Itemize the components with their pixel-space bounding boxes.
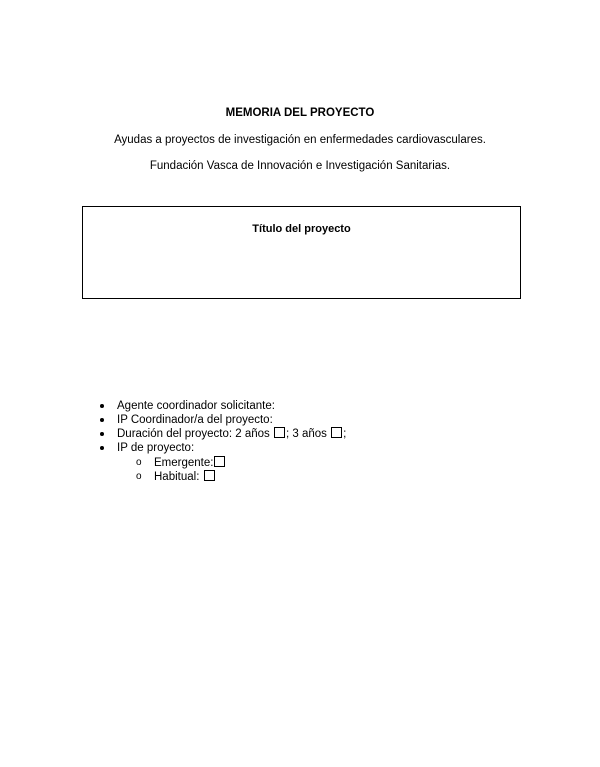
agente-label: Agente coordinador solicitante: <box>117 400 275 412</box>
bullet-icon <box>100 446 104 450</box>
bullet-icon <box>100 432 104 436</box>
project-title-label: Título del proyecto <box>252 223 351 235</box>
emergente-line <box>154 456 226 470</box>
duracion-separator: ; 3 años <box>286 428 327 440</box>
checkbox-habitual[interactable] <box>204 470 215 481</box>
project-title-box[interactable] <box>82 206 521 299</box>
habitual-line <box>154 470 216 484</box>
checkbox-3-anos[interactable] <box>331 427 342 438</box>
sub-bullet-marker: o <box>136 471 142 482</box>
bullet-icon <box>100 418 104 422</box>
duracion-end: ; <box>343 428 347 440</box>
bullet-icon <box>100 404 104 408</box>
sub-bullet-marker: o <box>136 457 142 468</box>
call-subtitle: Ayudas a proyectos de investigación en enfermedades cardiovasculares. <box>114 134 486 146</box>
duracion-label: Duración del proyecto: 2 años <box>117 428 270 440</box>
habitual-label: Habitual: <box>154 471 200 483</box>
emergente-label: Emergente: <box>154 457 214 469</box>
checkbox-2-anos[interactable] <box>274 427 285 438</box>
foundation-subtitle: Fundación Vasca de Innovación e Investigación Sanitarias. <box>149 160 451 172</box>
checkbox-emergente[interactable] <box>214 456 225 467</box>
duracion-line <box>117 427 346 441</box>
document-title: MEMORIA DEL PROYECTO <box>225 107 375 119</box>
ip-proyecto-label: IP de proyecto: <box>117 442 195 454</box>
ip-coordinador-label: IP Coordinador/a del proyecto: <box>117 414 273 426</box>
